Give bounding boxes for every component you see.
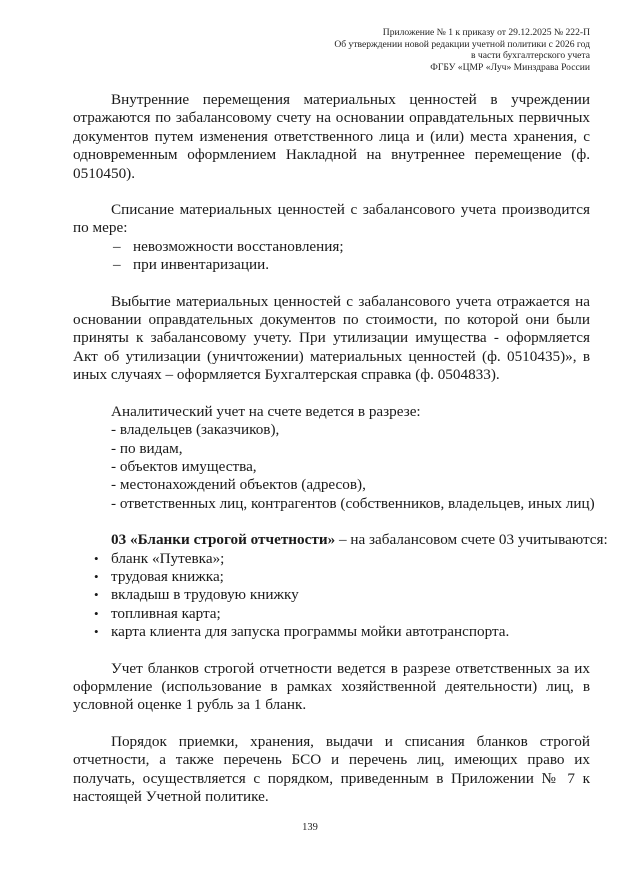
header-line-order: Приложение № 1 к приказу от 29.12.2025 № 222-П — [382, 27, 590, 38]
list-item: - объектов имущества, — [111, 457, 257, 475]
list-item-text: вкладыш в трудовую книжку — [111, 586, 299, 604]
paragraph-writeoff: Списание материальных ценностей с забалансового учета производится по мере: — [73, 201, 590, 237]
list-item: - местонахождений объектов (адресов), — [111, 476, 366, 494]
paragraph-internal-transfers: Внутренние перемещения материальных ценностей в учреждении отражаются по забалансовому счету на основании оправдательных первичных документов путем изменения ответственного лица и (или) места хранения, с одновременным оформлением Накладной на внутреннее перемещение (ф. 0510450). — [73, 91, 590, 182]
dash-marker: – — [113, 237, 121, 255]
account-03-title: 03 «Бланки строгой отчетности» — [111, 531, 336, 549]
dash-marker: – — [113, 256, 121, 274]
document-body — [73, 91, 608, 806]
account-03-description: – на забалансовом счете 03 учитываются: — [335, 531, 608, 549]
paragraph-strict-forms-accounting: Учет бланков строгой отчетности ведется в разрезе ответственных за их оформление (использование в рамках хозяйственной деятельности) лиц, в условной оценке 1 рубль за 1 бланк. — [73, 659, 590, 714]
list-item-text: трудовая книжка; — [111, 567, 224, 585]
bullet-icon: • — [94, 605, 99, 621]
header-line-organization: ФГБУ «ЦМР «Луч» Минздрава России — [430, 61, 590, 73]
analytic-title: Аналитический учет на счете ведется в разрезе: — [111, 402, 421, 420]
header-line-scope: в части бухгалтерского учета — [471, 50, 590, 62]
list-item — [73, 256, 590, 274]
list-item-text: при инвентаризации. — [133, 256, 270, 274]
document-header — [334, 27, 590, 73]
list-item: - по видам, — [111, 439, 183, 457]
list-item: - владельцев (заказчиков), — [111, 421, 280, 439]
account-03-heading — [73, 531, 608, 549]
header-line-subject: Об утверждении новой редакции учетной политики с 2026 год — [334, 38, 590, 50]
bullet-icon: • — [94, 568, 99, 584]
list-item — [73, 623, 590, 641]
strict-forms-list — [73, 550, 590, 642]
list-item — [73, 586, 590, 604]
list-item — [73, 568, 590, 586]
paragraph-disposal: Выбытие материальных ценностей с забалансового учета отражается на основании оправдательных документов по стоимости, по которой они были приняты к забалансовому учету. При утилизации имущества - оформляется Акт об утилизации (уничтожении) материальных ценностей (ф. 0510435)», в иных случаях – оформляется Бухгалтерская справка (ф. 0504833). — [73, 292, 590, 384]
bullet-icon: • — [94, 587, 99, 603]
page-number: 139 — [302, 822, 318, 833]
list-item-text: бланк «Путевка»; — [111, 549, 225, 567]
list-item — [73, 550, 590, 568]
paragraph-strict-forms-procedure: Порядок приемки, хранения, выдачи и списания бланков строгой отчетности, а также перечень БСО и перечень лиц, имеющих право их получать, осуществляется с порядком, приведенным в Приложении № 7 к настоящей Учетной политике. — [73, 732, 590, 805]
list-item-text: карта клиента для запуска программы мойки автотранспорта. — [111, 623, 510, 641]
list-item — [73, 605, 590, 623]
list-item: - ответственных лиц, контрагентов (собственников, владельцев, иных лиц) — [111, 494, 595, 512]
list-item-text: топливная карта; — [111, 604, 221, 622]
list-item-text: невозможности восстановления; — [133, 237, 344, 255]
bullet-icon: • — [94, 550, 99, 566]
list-item — [73, 238, 590, 256]
analytic-accounting-block — [73, 402, 595, 513]
writeoff-list — [73, 238, 590, 275]
bullet-icon: • — [94, 624, 99, 640]
